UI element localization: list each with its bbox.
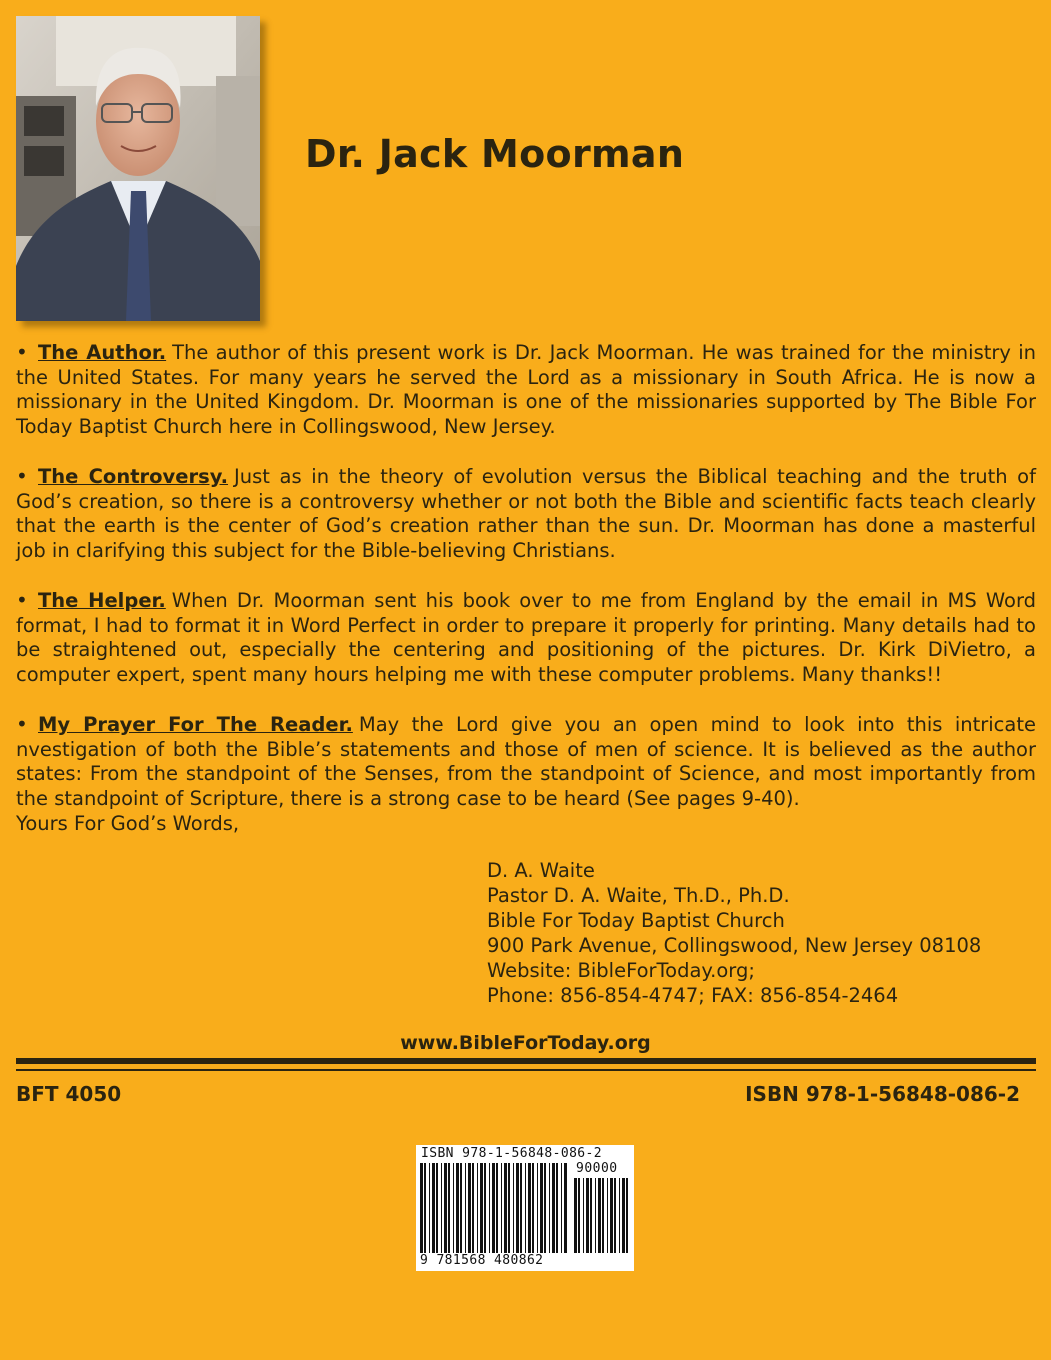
paragraph-heading: The Controversy. bbox=[38, 465, 229, 488]
barcode-bar bbox=[513, 1163, 514, 1253]
barcode-bar bbox=[610, 1178, 613, 1253]
paragraph-heading: The Helper. bbox=[38, 589, 166, 612]
barcode-bar bbox=[607, 1178, 608, 1253]
barcode-addon-bars bbox=[574, 1178, 630, 1253]
signature-line: Bible For Today Baptist Church bbox=[487, 909, 785, 932]
barcode-bar bbox=[468, 1163, 471, 1253]
barcode-bar bbox=[477, 1163, 478, 1253]
barcode-bar bbox=[525, 1163, 526, 1253]
barcode-bar bbox=[537, 1163, 538, 1253]
barcode-bar bbox=[424, 1163, 426, 1253]
barcode-bar bbox=[492, 1163, 495, 1253]
barcode-bar bbox=[436, 1163, 438, 1253]
barcode-bar bbox=[484, 1163, 486, 1253]
paragraph-text: May the Lord give you an open mind to look into this intricate nvestigation of both the Bible’s statements and those of men of science. It is believed as the author states: From the standpoint of the Senses, from the standpoint of Science, and most importantly from the standpoint of Scripture, there is a strong case to be heard (See pages 9-40). bbox=[16, 713, 1036, 810]
signature-line: 900 Park Avenue, Collingswood, New Jersey 08108 bbox=[487, 934, 982, 957]
barcode-bar bbox=[456, 1163, 459, 1253]
barcode-bar bbox=[444, 1163, 447, 1253]
barcode-bar bbox=[453, 1163, 454, 1253]
paragraph-text: When Dr. Moorman sent his book over to me from England by the email in MS Word format, I had to format it in Word Perfect in order to prepare it properly for printing. Many details had to be straightened out, especially the centering and positioning of the pictures. Dr. Kirk DiVietro, a computer expert, spent many hours helping me with these computer problems. Many thanks!! bbox=[16, 589, 1037, 686]
signature-line: D. A. Waite bbox=[487, 859, 595, 882]
divider-thin bbox=[16, 1069, 1036, 1071]
isbn-label: ISBN 978-1-56848-086-2 bbox=[745, 1082, 1020, 1106]
barcode-digits: 9 781568 480862 bbox=[420, 1253, 544, 1268]
barcode-bar bbox=[460, 1163, 462, 1253]
barcode-bar bbox=[508, 1163, 510, 1253]
paragraph-text: Just as in the theory of evolution versus the Biblical teaching and the truth of God’s creation, so there is a controversy whether or not both the Bible and scientific facts teach clearly that the earth is the center of God’s creation rather than the sun. Dr. Moorman has done a masterful job in clarifying this subject for the Bible-believing Christians. bbox=[16, 465, 1036, 562]
signature-line: Pastor D. A. Waite, Th.D., Ph.D. bbox=[487, 884, 790, 907]
bullet-icon: • bbox=[16, 340, 28, 364]
paragraph-controversy bbox=[16, 464, 1036, 563]
barcode-bar bbox=[561, 1163, 562, 1253]
barcode-bar bbox=[556, 1163, 558, 1253]
bullet-icon: • bbox=[16, 712, 28, 736]
author-name-title: Dr. Jack Moorman bbox=[305, 132, 685, 176]
barcode-bar bbox=[598, 1178, 601, 1253]
barcode-bar bbox=[626, 1178, 628, 1253]
barcode-bar bbox=[520, 1163, 522, 1253]
barcode-addon-text: 90000 bbox=[576, 1161, 618, 1176]
barcode-bar bbox=[583, 1178, 584, 1253]
barcode-bar bbox=[528, 1163, 531, 1253]
barcode-bar bbox=[489, 1163, 490, 1253]
barcode-bar bbox=[432, 1163, 435, 1253]
barcode-bar bbox=[595, 1178, 596, 1253]
barcode-bar bbox=[501, 1163, 502, 1253]
barcode-bar bbox=[564, 1163, 567, 1253]
barcode-bar bbox=[590, 1178, 592, 1253]
barcode-bar bbox=[544, 1163, 546, 1253]
signature-line: Website: BibleForToday.org; bbox=[487, 959, 755, 982]
author-photo bbox=[16, 16, 260, 321]
barcode-bar bbox=[578, 1178, 580, 1253]
barcode-bar bbox=[552, 1163, 555, 1253]
bullet-icon: • bbox=[16, 464, 28, 488]
barcode-top-text: ISBN 978-1-56848-086-2 bbox=[421, 1146, 602, 1161]
barcode-bar bbox=[472, 1163, 474, 1253]
catalog-number: BFT 4050 bbox=[16, 1082, 122, 1106]
barcode-bar bbox=[549, 1163, 550, 1253]
isbn-barcode bbox=[416, 1145, 634, 1271]
website-link[interactable]: www.BibleForToday.org bbox=[400, 1032, 651, 1054]
paragraph-heading: The Author. bbox=[38, 341, 167, 364]
description-body bbox=[16, 340, 1036, 837]
paragraph-heading: My Prayer For The Reader. bbox=[38, 713, 353, 736]
paragraph-helper bbox=[16, 588, 1036, 687]
paragraph-author bbox=[16, 340, 1036, 439]
closing-line: Yours For God’s Words, bbox=[16, 812, 240, 835]
paragraph-prayer bbox=[16, 712, 1036, 811]
barcode-bar bbox=[532, 1163, 534, 1253]
barcode-bar bbox=[622, 1178, 625, 1253]
barcode-bar bbox=[574, 1178, 577, 1253]
barcode-bar bbox=[441, 1163, 442, 1253]
paragraph-text: The author of this present work is Dr. Jack Moorman. He was trained for the ministry in the United States. For many years he served the Lord as a missionary in South Africa. He is now a missionary in the United Kingdom. Dr. Moorman is one of the missionaries supported by The Bible For Today Baptist Church here in Collingswood, New Jersey. bbox=[16, 341, 1036, 438]
signature-block bbox=[487, 858, 981, 1008]
barcode-bar bbox=[516, 1163, 519, 1253]
barcode-bar bbox=[448, 1163, 450, 1253]
barcode-bar bbox=[504, 1163, 507, 1253]
barcode-bars bbox=[420, 1163, 570, 1253]
barcode-bar bbox=[480, 1163, 483, 1253]
barcode-bar bbox=[420, 1163, 423, 1253]
bullet-icon: • bbox=[16, 588, 28, 612]
barcode-bar bbox=[586, 1178, 589, 1253]
divider-thick bbox=[16, 1058, 1036, 1064]
barcode-bar bbox=[619, 1178, 620, 1253]
barcode-bar bbox=[614, 1178, 616, 1253]
barcode-bar bbox=[496, 1163, 498, 1253]
barcode-bar bbox=[465, 1163, 466, 1253]
barcode-bar bbox=[540, 1163, 543, 1253]
signature-line: Phone: 856-854-4747; FAX: 856-854-2464 bbox=[487, 984, 899, 1007]
barcode-bar bbox=[602, 1178, 604, 1253]
barcode-bar bbox=[429, 1163, 430, 1253]
